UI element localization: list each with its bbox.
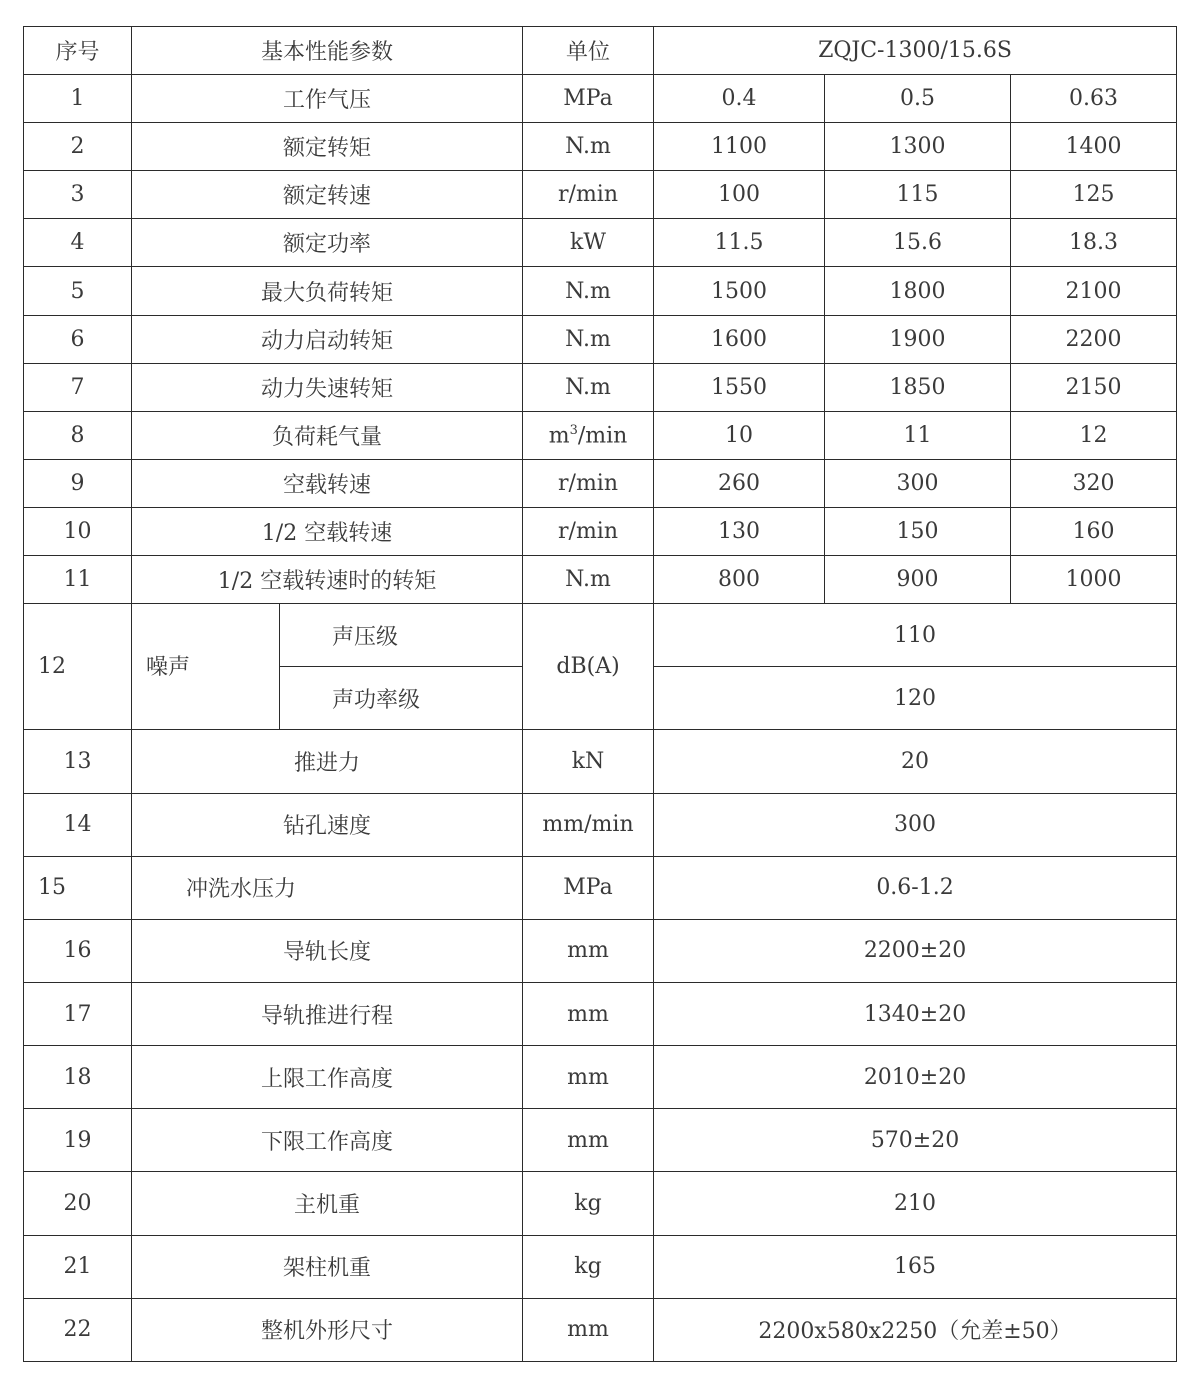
- unit-rest: /min: [577, 422, 628, 448]
- row-value-2: 1300: [825, 123, 1011, 171]
- row-no: 15: [24, 856, 132, 919]
- row-value-1: 1500: [654, 267, 825, 315]
- row-name: 架柱机重: [132, 1235, 523, 1298]
- row-value-2: 1800: [825, 267, 1011, 315]
- table-row: [24, 1109, 1177, 1172]
- row-no: 8: [24, 411, 132, 459]
- table-row: [24, 1298, 1177, 1361]
- row-name: 动力失速转矩: [132, 363, 523, 411]
- row-unit: mm: [523, 982, 654, 1045]
- row-name: 上限工作高度: [132, 1046, 523, 1109]
- row-value: 210: [654, 1172, 1177, 1235]
- row-no: 22: [24, 1298, 132, 1361]
- header-param: 基本性能参数: [132, 27, 523, 75]
- row-value: 20: [654, 730, 1177, 793]
- table-row: [24, 730, 1177, 793]
- table-row: [24, 267, 1177, 315]
- row-unit: MPa: [523, 856, 654, 919]
- table-row: [24, 919, 1177, 982]
- row-unit: mm/min: [523, 793, 654, 856]
- row-no: 3: [24, 171, 132, 219]
- row-unit: kN: [523, 730, 654, 793]
- row-value-3: 0.63: [1011, 75, 1177, 123]
- row-name: 空载转速: [132, 459, 523, 507]
- row-value-2: 11: [825, 411, 1011, 459]
- row-value-2: 0.5: [825, 75, 1011, 123]
- row-value: 2010±20: [654, 1046, 1177, 1109]
- table-row: [24, 1172, 1177, 1235]
- row-unit: kg: [523, 1235, 654, 1298]
- row-no: 11: [24, 556, 132, 604]
- noise-sub-sound-pressure: 声压级: [280, 604, 523, 667]
- header-model: ZQJC-1300/15.6S: [654, 27, 1177, 75]
- row-name: 钻孔速度: [132, 793, 523, 856]
- row-unit: mm: [523, 919, 654, 982]
- row-value-1: 11.5: [654, 219, 825, 267]
- row-value-3: 2150: [1011, 363, 1177, 411]
- row-name: 额定功率: [132, 219, 523, 267]
- row-name: 推进力: [132, 730, 523, 793]
- table-row: [24, 411, 1177, 459]
- noise-row-1: [24, 604, 1177, 667]
- table-row: [24, 793, 1177, 856]
- row-value: 0.6-1.2: [654, 856, 1177, 919]
- row-unit: r/min: [523, 459, 654, 507]
- row-value-2: 900: [825, 556, 1011, 604]
- row-name: 下限工作高度: [132, 1109, 523, 1172]
- noise-value-1: 110: [654, 604, 1177, 667]
- table-row: [24, 1046, 1177, 1109]
- row-name: 额定转速: [132, 171, 523, 219]
- row-unit: [523, 411, 654, 459]
- row-value-2: 15.6: [825, 219, 1011, 267]
- table-row: [24, 507, 1177, 555]
- row-value-3: 1400: [1011, 123, 1177, 171]
- row-value-1: 1550: [654, 363, 825, 411]
- row-value-2: 300: [825, 459, 1011, 507]
- unit-base: m: [548, 422, 570, 448]
- table-row: [24, 363, 1177, 411]
- row-unit: N.m: [523, 363, 654, 411]
- noise-no: 12: [24, 604, 132, 730]
- row-unit: N.m: [523, 315, 654, 363]
- table-row: [24, 556, 1177, 604]
- row-value: 2200x580x2250（允差±50）: [654, 1298, 1177, 1361]
- row-value-1: 260: [654, 459, 825, 507]
- row-name: 最大负荷转矩: [132, 267, 523, 315]
- row-unit: mm: [523, 1046, 654, 1109]
- row-no: 9: [24, 459, 132, 507]
- row-no: 16: [24, 919, 132, 982]
- row-value-3: 18.3: [1011, 219, 1177, 267]
- row-no: 17: [24, 982, 132, 1045]
- row-value-1: 800: [654, 556, 825, 604]
- row-value-3: 320: [1011, 459, 1177, 507]
- unit-superscript: 3: [569, 422, 578, 438]
- row-value-3: 2100: [1011, 267, 1177, 315]
- row-no: 21: [24, 1235, 132, 1298]
- row-name: 整机外形尺寸: [132, 1298, 523, 1361]
- table-row: [24, 171, 1177, 219]
- table-row: [24, 75, 1177, 123]
- row-value-1: 0.4: [654, 75, 825, 123]
- noise-unit: dB(A): [523, 604, 654, 730]
- row-name: 1/2 空载转速时的转矩: [132, 556, 523, 604]
- row-value-1: 1600: [654, 315, 825, 363]
- row-value-3: 12: [1011, 411, 1177, 459]
- table-row: [24, 856, 1177, 919]
- row-value-2: 1900: [825, 315, 1011, 363]
- header-no: 序号: [24, 27, 132, 75]
- table-row: [24, 123, 1177, 171]
- row-value-1: 130: [654, 507, 825, 555]
- row-value-3: 125: [1011, 171, 1177, 219]
- row-value-1: 100: [654, 171, 825, 219]
- table-row: [24, 459, 1177, 507]
- row-unit: kg: [523, 1172, 654, 1235]
- row-unit: mm: [523, 1109, 654, 1172]
- noise-sub-sound-power: 声功率级: [280, 667, 523, 730]
- row-value: 300: [654, 793, 1177, 856]
- row-unit: MPa: [523, 75, 654, 123]
- row-value: 2200±20: [654, 919, 1177, 982]
- row-value-3: 160: [1011, 507, 1177, 555]
- noise-name: 噪声: [132, 604, 280, 730]
- row-name: 导轨推进行程: [132, 982, 523, 1045]
- row-name: 冲洗水压力: [132, 856, 523, 919]
- header-unit: 单位: [523, 27, 654, 75]
- row-value-1: 1100: [654, 123, 825, 171]
- row-no: 20: [24, 1172, 132, 1235]
- row-no: 6: [24, 315, 132, 363]
- row-unit: N.m: [523, 267, 654, 315]
- header-row: [24, 27, 1177, 75]
- row-name: 动力启动转矩: [132, 315, 523, 363]
- row-name: 工作气压: [132, 75, 523, 123]
- row-unit: r/min: [523, 507, 654, 555]
- row-name: 导轨长度: [132, 919, 523, 982]
- row-unit: N.m: [523, 123, 654, 171]
- row-value-3: 1000: [1011, 556, 1177, 604]
- row-no: 18: [24, 1046, 132, 1109]
- row-value-3: 2200: [1011, 315, 1177, 363]
- noise-value-2: 120: [654, 667, 1177, 730]
- table-row: [24, 982, 1177, 1045]
- row-name: 1/2 空载转速: [132, 507, 523, 555]
- table-row: [24, 219, 1177, 267]
- row-name: 负荷耗气量: [132, 411, 523, 459]
- row-value-2: 115: [825, 171, 1011, 219]
- row-value-1: 10: [654, 411, 825, 459]
- row-no: 13: [24, 730, 132, 793]
- row-no: 1: [24, 75, 132, 123]
- row-name: 额定转矩: [132, 123, 523, 171]
- row-value: 165: [654, 1235, 1177, 1298]
- row-no: 10: [24, 507, 132, 555]
- row-no: 2: [24, 123, 132, 171]
- row-value-2: 1850: [825, 363, 1011, 411]
- row-value-2: 150: [825, 507, 1011, 555]
- row-no: 4: [24, 219, 132, 267]
- row-unit: N.m: [523, 556, 654, 604]
- spec-table: [23, 26, 1177, 1362]
- row-no: 5: [24, 267, 132, 315]
- row-no: 14: [24, 793, 132, 856]
- row-value: 570±20: [654, 1109, 1177, 1172]
- row-unit: r/min: [523, 171, 654, 219]
- row-name: 主机重: [132, 1172, 523, 1235]
- row-unit: mm: [523, 1298, 654, 1361]
- table-row: [24, 315, 1177, 363]
- row-no: 7: [24, 363, 132, 411]
- row-value: 1340±20: [654, 982, 1177, 1045]
- table-row: [24, 1235, 1177, 1298]
- row-unit: kW: [523, 219, 654, 267]
- row-no: 19: [24, 1109, 132, 1172]
